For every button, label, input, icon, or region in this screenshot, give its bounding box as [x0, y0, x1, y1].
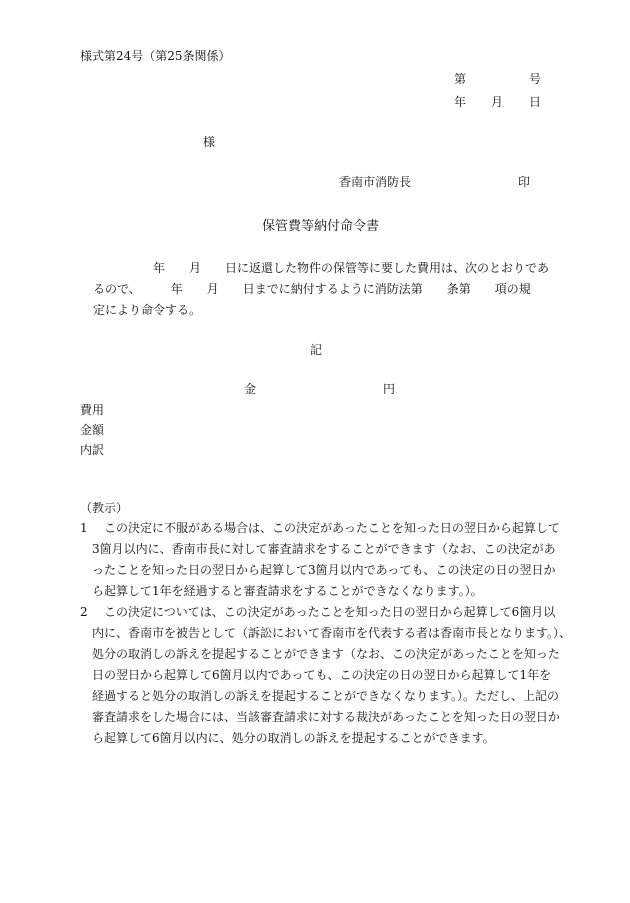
date-month: 月	[491, 95, 504, 109]
seal-mark: 印	[518, 175, 531, 189]
instruction-2-line-3: 処分の取消しの訴えを提起することができます（なお、この決定があったことを知った	[92, 647, 560, 661]
body-line-1: 年 月 日に返還した物件の保管等に要した費用は、次のとおりであ	[93, 261, 550, 275]
instruction-1-line-2: 3箇月以内に、香南市長に対して審査請求をすることができます（なお、この決定があ	[92, 542, 556, 556]
instructions-heading: （教示）	[80, 501, 129, 515]
body-line-3: 定により命令する。	[93, 303, 202, 317]
instruction-1-line-1: この決定に不服がある場合は、この決定があったことを知った日の翌日から起算して	[104, 521, 560, 535]
instruction-2-line-1: この決定については、この決定があったことを知った日の翌日から起算して6箇月以	[104, 605, 556, 619]
fee-label-uchiwake: 内訳	[80, 443, 105, 457]
document-number-prefix: 第	[454, 72, 467, 86]
body-line-2: るので、 年 月 日までに納付するように消防法第 条第 項の規	[93, 282, 531, 296]
fee-kin: 金	[244, 382, 257, 396]
instruction-1-line-4: ら起算して1年を経過すると審査請求をすることができなくなります。）。	[92, 584, 483, 598]
instruction-2-line-2: 内に、香南市を被告として（訴訟において香南市を代表する者は香南市長となります。）、	[92, 626, 572, 640]
fee-yen: 円	[383, 382, 396, 396]
ki-heading: 記	[310, 343, 323, 357]
instruction-2-line-6: 審査請求をした場合には、当該審査請求に対する裁決があったことを知った日の翌日か	[92, 710, 560, 724]
fee-label-kingaku: 金額	[80, 423, 105, 437]
date-day: 日	[529, 95, 542, 109]
fee-label-hiyou: 費用	[80, 403, 105, 417]
instruction-2-line-7: ら起算して6箇月以内に、処分の取消しの訴えを提起することができます。	[92, 731, 495, 745]
instruction-2-line-4: 日の翌日から起算して6箇月以内であっても、この決定の日の翌日から起算して1年を	[92, 668, 552, 682]
form-number: 様式第24号（第25条関係）	[80, 49, 231, 63]
addressee-honorific: 様	[203, 135, 216, 149]
instruction-1-line-3: ったことを知った日の翌日から起算して3箇月以内であっても、この決定の日の翌日か	[92, 563, 556, 577]
instruction-1-number: 1	[80, 521, 88, 535]
document-number-suffix: 号	[529, 72, 542, 86]
document-title: 保管費等納付命令書	[262, 219, 380, 234]
date-year: 年	[454, 95, 467, 109]
issuer-name: 香南市消防長	[339, 175, 412, 189]
instruction-2-line-5: 経過すると処分の取消しの訴えを提起することができなくなります。）。ただし、上記の	[92, 689, 560, 703]
instruction-2-number: 2	[80, 605, 88, 619]
